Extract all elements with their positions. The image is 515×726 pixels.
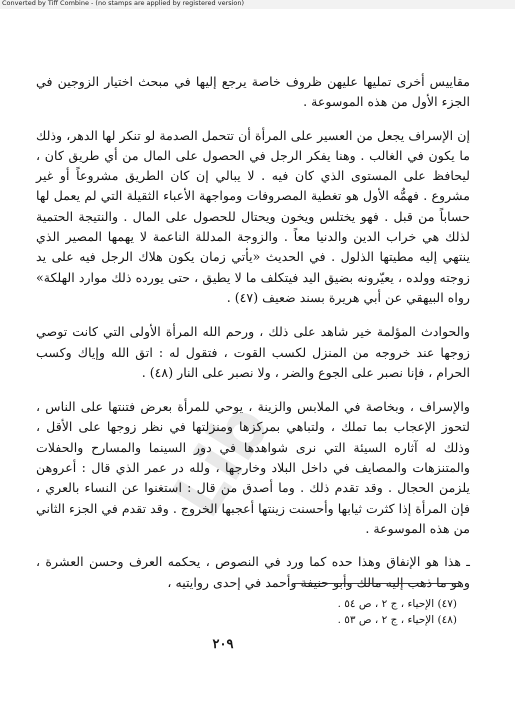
converter-banner-text: Converted by Tiff Combine - (no stamps are applied by registered version): [2, 0, 245, 7]
footnotes: [207, 596, 457, 628]
paragraph-intro: مقاييس أخرى تمليها عليهن ظروف خاصة يرجع إليها في مبحث اختيار الزوجين في الجزء الأول من هذه الموسوعة .: [36, 74, 470, 110]
watermark-text: Lib: [157, 391, 286, 531]
converter-banner: [0, 0, 515, 9]
page-number: ٢٠٩: [212, 637, 234, 652]
paragraph-events: والحوادث المؤلمة خير شاهد على ذلك ، ورحم الله المرأة الأولى التي كانت توصي زوجها عند خروجه من المنزل لكسب القوت ، فتقول له : اتق الله وإياك وكسب الحرام ، فإنا نصبر على الجوع والضر ، ولا نصبر على النار (٤٨) .: [36, 324, 470, 380]
paragraph-conclusion: ـ هذا هو الإنفاق وهذا حده كما ورد في النصوص ، يحكمه العرف وحسن العشرة ، وهو ما ذهب إليه مالك وأبو حنيفة وأحمد في إحدى روايتيه ،: [36, 554, 470, 590]
paragraph-clothing: والإسراف ، وبخاصة في الملابس والزينة ، يوحي للمرأة بعرض فتنتها على الناس ، لتحوز الإعجاب بما تملك ، ولتباهي بمركزها ومنزلتها في نظر زوجها على الأقل ، وذلك له آثاره السيئة التي نرى شواهدها في دور السينما والمسارح والحفلات والمتنزهات والمصايف في داخل البلاد وخارجها ، ولله در عمر الذي قال : أعروهن يلزمن الحجال . وقد تقدم ذلك . وما أصدق من قال : استغنوا عن النساء بالعري ، فإن المرأة إذا كثرت ثيابها وأحسنت زينتها أعجبها الخروج . وقد تقدم في الجزء الثاني من هذه الموسوعة .: [36, 399, 470, 536]
footnote-47: (٤٧) الإحياء ، ج ٢ ، ص ٥٤ .: [337, 598, 457, 610]
page-body: [36, 72, 470, 593]
footnote-divider: [294, 583, 459, 584]
paragraph-extravagance: إن الإسراف يجعل من العسير على المرأة أن تتحمل الصدمة لو تنكر لها الدهر، وذلك ما يكون في الغالب . وهنا يفكر الرجل في الحصول على المال من أي طريق كان ، ليحافظ على المستوى الذي كان فيه . لا يبالي إن كان الطريق مشروعاً أو غير مشروع . فهمُّه الأول هو تغطية المصروفات ومواجهة الأعباء الثقيلة التي لم يعمل لها حساباً من قبل . فهو يختلس ويخون ويحتال للحصول على المال . والنتيجة الحتمية لذلك هي خراب الدين والدنيا معاً . والزوجة المدللة الناعمة لا يهمها المصير الذي ينتهي إليه مطيتها الذلول . في الحديث «يأتي زمان يكون هلاك الرجل فيه على يد زوجته وولده ، يعيّرونه بضيق اليد فيتكلف ما لا يطيق ، حتى يورده ذلك موارد الهلكة» رواه البيهقي عن أبي هريرة بسند ضعيف (٤٧) .: [36, 127, 470, 305]
footnote-48: (٤٨) الإحياء ، ج ٢ ، ص ٥٣ .: [337, 614, 457, 626]
